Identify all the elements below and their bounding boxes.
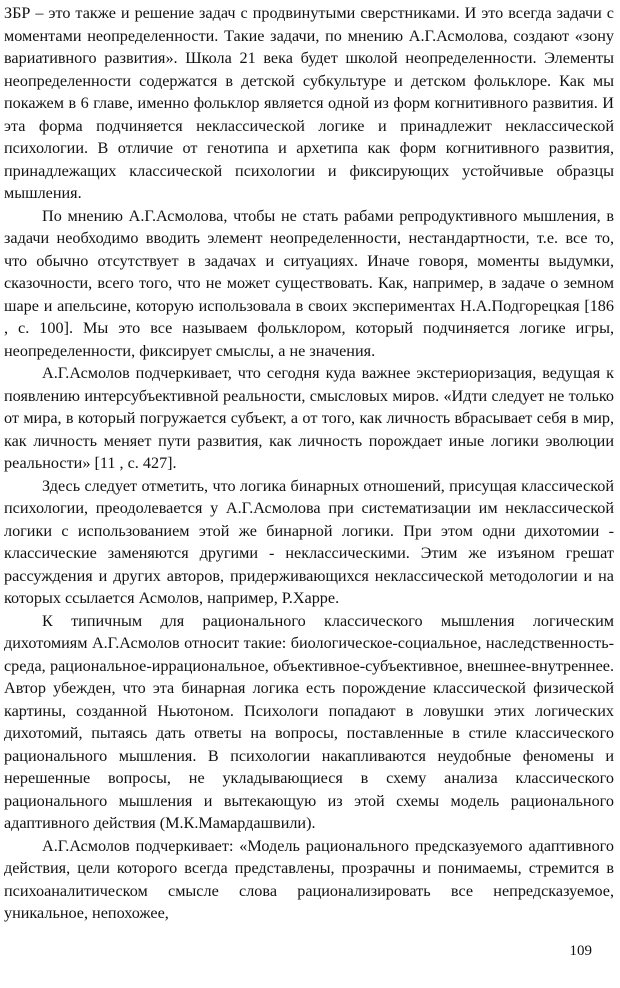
paragraph-uncertainty: По мнению А.Г.Асмолова, чтобы не стать рабами репродуктивного мышления, в задачи необходимо вводить элемент неопределенности, нестандартности, т.е. все то, что обычно отсутствует в задачах и ситуациях. Иначе говоря, моменты выдумки, сказочности, всего того, что не может существовать. Как, например, в задаче о земном шаре и апельсине, которую использовала в своих экспериментах Н.А.Подгорецкая [186 , с. 100]. Мы это все называем фольклором, который подчиняется логике игры, неопределенности, фиксирует смыслы, а не значения. <box>4 206 614 360</box>
page-number: 109 <box>569 943 592 959</box>
paragraph-zbr: ЗБР – это также и решение задач с продвинутыми сверстниками. И это всегда задачи с моментами неопределенности. Такие задачи, по мнению А.Г.Асмолова, создают «зону вариативного развития». Школа 21 века будет школой неопределенности. Элементы неопределенности содержатся в детской субкультуре и детском фольклоре. Как мы покажем в 6 главе, именно фольклор является одной из форм когнитивного развития. И эта форма подчиняется неклассической логике и принадлежит неклассической психологии. В отличие от генотипа и архетипа как форм когнитивного развития, принадлежащих классической психологии и фиксирующих устойчивые образцы мышления. <box>4 4 614 202</box>
paragraph-adaptive-action: А.Г.Асмолов подчеркивает: «Модель рационального предсказуемого адаптивного действия, цели которого всегда представлены, прозрачны и понимаемы, стремится в психоаналитическом смысле слова рационализировать все непредсказуемое, уникальное, непохожее, <box>4 836 614 922</box>
paragraph-dichotomies: К типичным для рационального классического мышления логическим дихотомиям А.Г.Асмолов относит такие: биологическое-социальное, наследственность-среда, рациональное-иррациональное, объективное-субъективное, внешнее-внутреннее. Автор убежден, что эта бинарная логика есть порождение классической физической картины, созданной Ньютоном. Психологи попадают в ловушки этих логических дихотомий, пытаясь дать ответы на вопросы, поставленные в стиле классического рационального мышления. В психологии накапливаются неудобные феномены и нерешенные вопросы, не укладывающиеся в схему анализа классического рационального мышления и вытекающую из этой схемы модель рационального адаптивного действия (М.К.Мамардашвили). <box>4 611 614 832</box>
paragraph-exteriorization: А.Г.Асмолов подчеркивает, что сегодня куда важнее экстериоризация, ведущая к появлению интерсубъективной реальности, смысловых миров. «Идти следует не только от мира, в который погружается субъект, а от того, как личность вбрасывает себя в мир, как личность меняет пути развития, как личность порождает иные логики эволюции реальности» [11 , с. 427]. <box>4 364 614 472</box>
paragraph-binary-logic: Здесь следует отметить, что логика бинарных отношений, присущая классической психологии, преодолевается у А.Г.Асмолова при систематизации им неклассической логики с использованием этой же бинарной логики. При этом одни дихотомии - классические заменяются другими - неклассическими. Этим же изъяном грешат рассуждения и других авторов, придерживающихся неклассической методологии и на которых ссылается Асмолов, например, Р.Харре. <box>4 476 614 607</box>
